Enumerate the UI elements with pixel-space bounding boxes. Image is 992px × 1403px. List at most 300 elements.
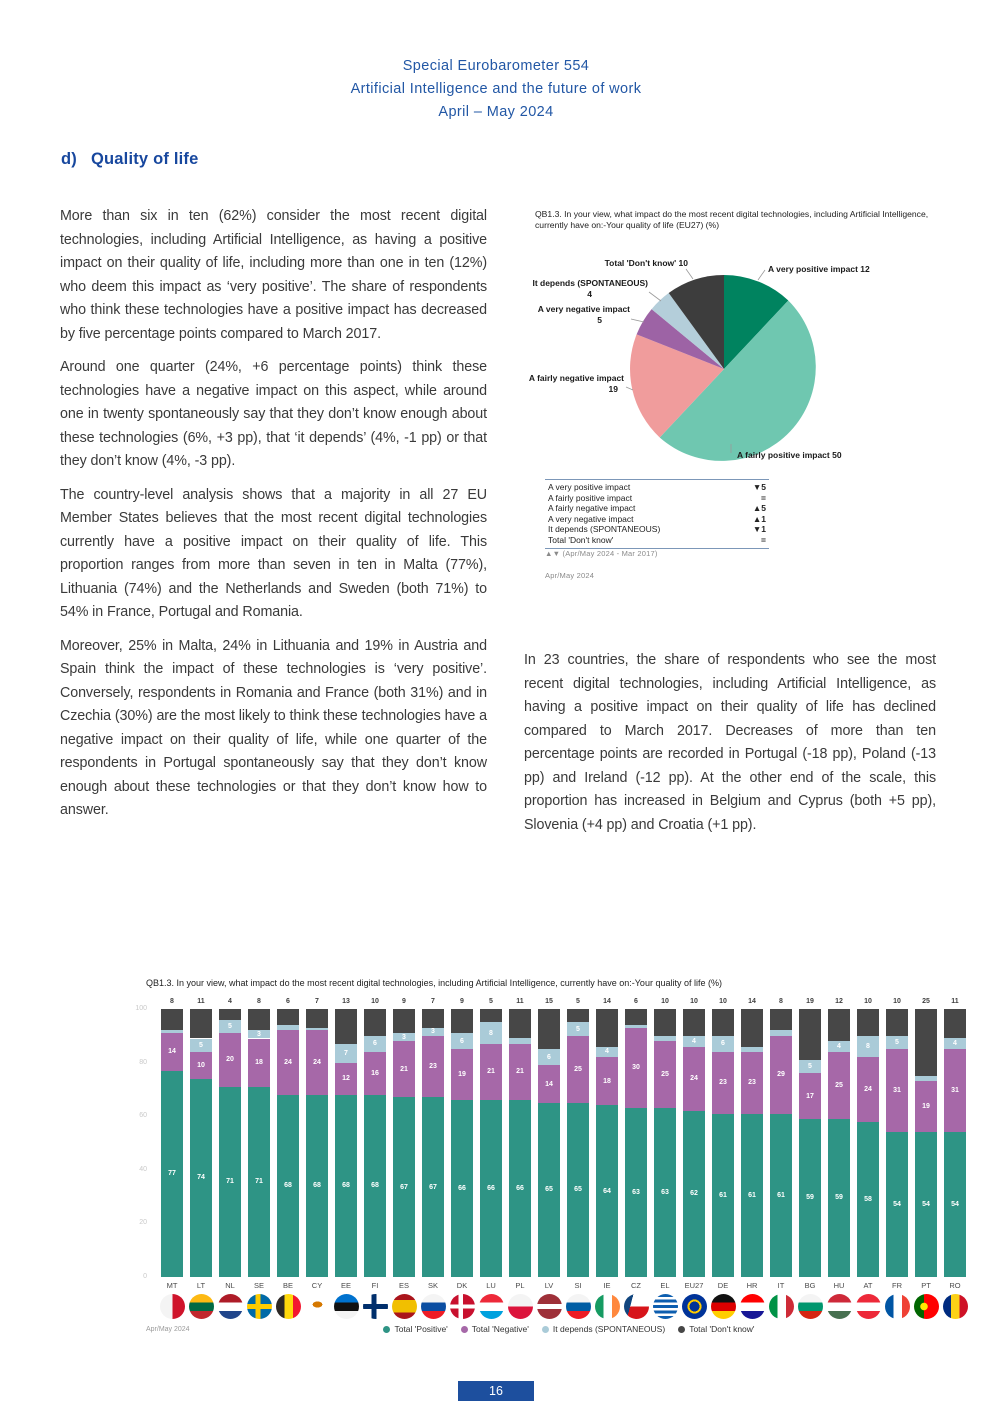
segment-value-label: 21 [400, 1065, 408, 1073]
dontknow-value-label: 4 [228, 998, 232, 1005]
bar-segment [219, 1033, 241, 1087]
segment-value-label: 14 [168, 1048, 176, 1056]
y-axis-tick: 0 [143, 1273, 147, 1280]
right-text-column [524, 649, 936, 847]
bar-de [712, 998, 734, 1290]
bar-it [770, 998, 792, 1290]
flag-hu-icon [827, 1294, 852, 1319]
dontknow-value-label: 10 [893, 998, 901, 1005]
flag-pl-icon [508, 1294, 533, 1319]
bar-dk [451, 998, 473, 1290]
flag-hr-icon [740, 1294, 765, 1319]
bar-segment [190, 1052, 212, 1079]
segment-value-label: 67 [400, 1183, 408, 1191]
country-code-label: LU [486, 1281, 496, 1290]
flag-de-icon [711, 1294, 736, 1319]
country-code-label: HU [833, 1281, 845, 1290]
segment-value-label: 4 [837, 1043, 841, 1051]
country-code-label: EL [660, 1281, 670, 1290]
segment-value-label: 4 [692, 1037, 696, 1045]
legend-item-negative: Total 'Negative' [461, 1324, 529, 1334]
pie-label-very-positive: A very positive impact 12 [768, 264, 870, 274]
y-axis-tick: 100 [135, 1005, 147, 1012]
segment-value-label: 3 [402, 1033, 406, 1041]
segment-value-label: 4 [953, 1040, 957, 1048]
dontknow-value-label: 8 [170, 998, 174, 1005]
bar-segment [422, 1028, 444, 1036]
flag-si-icon [566, 1294, 591, 1319]
bar-segment [915, 1081, 937, 1132]
bar-segment [741, 1009, 763, 1047]
bar-segment [596, 1047, 618, 1058]
bar-segment [886, 1036, 908, 1049]
segment-value-label: 19 [922, 1103, 930, 1111]
paragraph: Around one quarter (24%, +6 percentage points) think these technologies have a negative impact on this aspect, while around one in twenty spontaneously say that they don’t know enough about these technologies (6%, +3 pp), that ‘it depends’ (4%, -1 pp) or that they don’t know (4%, -3 pp). [60, 359, 487, 469]
country-code-label: MT [166, 1281, 178, 1290]
bar-segment [364, 1009, 386, 1036]
bar-segment [712, 1052, 734, 1114]
segment-value-label: 68 [371, 1182, 379, 1190]
paragraph: Moreover, 25% in Malta, 24% in Lithuania and 19% in Austria and Spain think the impact of these technologies is ‘very positive’. Conversely, respondents in Romania and France (both 31%) and in Czechia (30%) are the most likely to think these technologies have a negative impact on their quality of life, while one quarter of the respondents in Portugal spontaneously say that they don’t know enough about these technologies or that they don’t know how to answer. [60, 637, 487, 818]
bar-hr [741, 998, 763, 1290]
bar-segment [799, 1009, 821, 1060]
flag-es-icon [392, 1294, 417, 1319]
pie-label-it-depends: It depends (SPONTANEOUS) 4 [532, 278, 648, 299]
segment-value-label: 29 [777, 1071, 785, 1079]
bar-segment [277, 1009, 299, 1025]
bar-segment [190, 1079, 212, 1277]
segment-value-label: 62 [690, 1190, 698, 1198]
dontknow-value-label: 14 [748, 998, 756, 1005]
bar-segment [393, 1041, 415, 1097]
bar-segment [654, 1108, 676, 1277]
bar-segment [161, 1009, 183, 1030]
dontknow-value-label: 10 [690, 998, 698, 1005]
segment-value-label: 54 [922, 1201, 930, 1209]
legend-item-dontknow: Total 'Don't know' [678, 1324, 754, 1334]
bar-segment [335, 1095, 357, 1277]
bar-segment [219, 1020, 241, 1033]
bar-segment [741, 1052, 763, 1114]
bar-lt [190, 998, 212, 1290]
bar-segment [799, 1119, 821, 1277]
pie-chart-title: QB1.3. In your view, what impact do the most recent digital technologies, including Artificial Intelligence, currently have on:-Your quality of life (EU27) (%) [535, 209, 929, 230]
dontknow-value-label: 14 [603, 998, 611, 1005]
bar-segment [625, 1108, 647, 1277]
segment-value-label: 6 [547, 1053, 551, 1061]
bar-at [857, 998, 879, 1290]
bar-segment [161, 1030, 183, 1033]
bar-nl [219, 998, 241, 1290]
segment-value-label: 65 [574, 1186, 582, 1194]
bar-segment [712, 1114, 734, 1277]
segment-value-label: 71 [255, 1178, 263, 1186]
bar-segment [451, 1049, 473, 1100]
bar-segment [538, 1065, 560, 1103]
page-number: 16 [489, 1384, 503, 1398]
bar-segment [364, 1036, 386, 1052]
dontknow-value-label: 7 [431, 998, 435, 1005]
bar-wave-label: Apr/May 2024 [146, 1326, 190, 1333]
pie-label-fairly-positive: A fairly positive impact 50 [737, 450, 842, 460]
bar-segment [683, 1009, 705, 1036]
flag-lt-icon [189, 1294, 214, 1319]
segment-value-label: 5 [895, 1039, 899, 1046]
flag-sk-icon [421, 1294, 446, 1319]
dontknow-value-label: 10 [661, 998, 669, 1005]
bar-segment [915, 1076, 937, 1081]
segment-value-label: 58 [864, 1195, 872, 1203]
bar-cz [625, 998, 647, 1290]
country-code-label: FI [371, 1281, 379, 1290]
section-heading [61, 150, 199, 169]
country-code-label: HR [746, 1281, 758, 1290]
bar-segment [480, 1009, 502, 1022]
bar-segment [596, 1009, 618, 1047]
flag-ro-icon [943, 1294, 968, 1319]
segment-value-label: 14 [545, 1080, 553, 1088]
bar-cy [306, 998, 328, 1290]
bar-segment [306, 1028, 328, 1031]
bar-segment [393, 1033, 415, 1041]
bar-segment [828, 1041, 850, 1052]
segment-value-label: 61 [777, 1191, 785, 1199]
bar-fr [886, 998, 908, 1290]
segment-value-label: 6 [373, 1040, 377, 1048]
bar-segment [422, 1036, 444, 1098]
segment-value-label: 63 [632, 1189, 640, 1197]
country-code-label: SI [574, 1281, 582, 1290]
flag-cz-icon [624, 1294, 649, 1319]
segment-value-label: 61 [748, 1191, 756, 1199]
segment-value-label: 3 [257, 1030, 261, 1038]
segment-value-label: 18 [255, 1059, 263, 1067]
bar-el [654, 998, 676, 1290]
flag-ee-icon [334, 1294, 359, 1319]
bar-segment [770, 1036, 792, 1114]
bar-segment [451, 1033, 473, 1049]
bar-segment [915, 1132, 937, 1277]
bar-si [567, 998, 589, 1290]
country-code-label: PT [921, 1281, 931, 1290]
flag-pt-icon [914, 1294, 939, 1319]
segment-value-label: 30 [632, 1064, 640, 1072]
bar-segment [422, 1097, 444, 1277]
bar-segment [857, 1009, 879, 1036]
segment-value-label: 23 [719, 1079, 727, 1087]
segment-value-label: 5 [808, 1063, 812, 1071]
dontknow-value-label: 6 [634, 998, 638, 1005]
segment-value-label: 6 [721, 1040, 725, 1048]
bar-segment [480, 1022, 502, 1043]
country-code-label: NL [225, 1281, 235, 1290]
flag-nl-icon [218, 1294, 243, 1319]
left-text-column [60, 205, 487, 833]
bar-fi [364, 998, 386, 1290]
segment-value-label: 67 [429, 1183, 437, 1191]
segment-value-label: 6 [460, 1037, 464, 1045]
country-code-label: EE [340, 1281, 351, 1290]
dontknow-value-label: 8 [779, 998, 783, 1005]
segment-value-label: 74 [197, 1174, 205, 1182]
bar-segment [538, 1049, 560, 1065]
bar-segment [944, 1038, 966, 1049]
bar-segment [828, 1119, 850, 1277]
segment-value-label: 4 [605, 1048, 609, 1056]
country-code-label: IE [603, 1281, 611, 1290]
pie-leader-line [631, 319, 644, 322]
bar-segment [712, 1036, 734, 1052]
bar-segment [886, 1132, 908, 1277]
bar-chart-legend [146, 1324, 992, 1334]
section-label: d) [61, 150, 77, 168]
dontknow-value-label: 5 [489, 998, 493, 1005]
segment-value-label: 24 [864, 1085, 872, 1093]
bar-segment [451, 1009, 473, 1033]
country-code-label: DE [717, 1281, 729, 1290]
segment-value-label: 21 [516, 1068, 524, 1076]
flag-se-icon [247, 1294, 272, 1319]
pie-trend-table [545, 479, 769, 549]
segment-value-label: 59 [835, 1194, 843, 1202]
country-code-label: CY [311, 1281, 323, 1290]
bar-segment [335, 1009, 357, 1044]
y-axis-tick: 80 [139, 1058, 147, 1066]
country-code-label: LT [196, 1281, 206, 1290]
bar-segment [306, 1009, 328, 1028]
segment-value-label: 66 [516, 1185, 524, 1193]
segment-value-label: 18 [603, 1077, 611, 1085]
bar-segment [509, 1009, 531, 1038]
dontknow-value-label: 25 [922, 998, 930, 1005]
bar-segment [654, 1041, 676, 1108]
pie-leader-line [686, 269, 693, 279]
dontknow-value-label: 6 [286, 998, 290, 1005]
bar-segment [306, 1095, 328, 1277]
segment-value-label: 31 [951, 1087, 959, 1095]
dontknow-value-label: 15 [545, 998, 553, 1005]
y-axis-tick: 60 [139, 1112, 147, 1120]
trend-row: A very negative impact ▲1 [548, 513, 766, 524]
bar-be [277, 998, 299, 1290]
country-code-label: IT [777, 1281, 785, 1290]
segment-value-label: 64 [603, 1187, 611, 1195]
bar-segment [625, 1025, 647, 1028]
country-code-label: LV [544, 1281, 554, 1290]
bar-ie [596, 998, 618, 1290]
segment-value-label: 68 [284, 1182, 292, 1190]
legend-dot-depends-icon [542, 1326, 549, 1333]
segment-value-label: 21 [487, 1068, 495, 1076]
bar-segment [451, 1100, 473, 1277]
segment-value-label: 68 [342, 1182, 350, 1190]
bar-segment [886, 1009, 908, 1036]
bar-segment [741, 1047, 763, 1052]
pie-label-very-negative: A very negative impact 5 [537, 304, 630, 325]
legend-item-positive: Total 'Positive' [383, 1324, 447, 1334]
flag-lv-icon [537, 1294, 562, 1319]
segment-value-label: 5 [576, 1025, 580, 1033]
flag-fi-icon [363, 1294, 388, 1319]
dontknow-value-label: 12 [835, 998, 843, 1005]
bar-segment [480, 1044, 502, 1100]
bar-segment [799, 1060, 821, 1073]
country-code-label: ES [398, 1281, 409, 1290]
paragraph: More than six in ten (62%) consider the most recent digital technologies, including Artificial Intelligence, as having a positive impact on their quality of life, including more than one in ten (12%) who deem this impact as ‘very positive’. The share of respondents who think these technologies have a positive impact has decreased by five percentage points compared to March 2017. [60, 208, 487, 342]
flag-fr-icon [885, 1294, 910, 1319]
segment-value-label: 19 [458, 1071, 466, 1079]
bar-segment [799, 1073, 821, 1119]
bar-segment [741, 1114, 763, 1277]
trend-row: It depends (SPONTANEOUS) ▼1 [548, 524, 766, 535]
bar-segment [161, 1033, 183, 1071]
segment-value-label: 5 [199, 1041, 203, 1049]
bar-segment [509, 1038, 531, 1043]
flag-lu-icon [479, 1294, 504, 1319]
pie-leader-line [649, 292, 661, 301]
bar-eu27 [683, 998, 705, 1290]
bar-segment [509, 1100, 531, 1277]
dontknow-value-label: 7 [315, 998, 319, 1005]
bar-plot-area [150, 998, 988, 1290]
trend-row: Total 'Don't know' = [548, 534, 766, 545]
bar-ro [944, 998, 966, 1290]
flag-mt-icon [160, 1294, 185, 1319]
segment-value-label: 71 [226, 1178, 234, 1186]
bar-segment [596, 1057, 618, 1105]
bar-mt [161, 998, 183, 1290]
bar-segment [277, 1025, 299, 1030]
segment-value-label: 66 [487, 1185, 495, 1193]
bar-segment [596, 1105, 618, 1277]
bar-segment [683, 1047, 705, 1111]
segment-value-label: 20 [226, 1056, 234, 1064]
bar-segment [857, 1122, 879, 1277]
bar-segment [654, 1036, 676, 1041]
bar-segment [219, 1009, 241, 1020]
bar-segment [190, 1009, 212, 1038]
dontknow-value-label: 10 [371, 998, 379, 1005]
segment-value-label: 24 [313, 1059, 321, 1067]
bar-lv [538, 998, 560, 1290]
dontknow-value-label: 10 [864, 998, 872, 1005]
bar-sk [422, 998, 444, 1290]
segment-value-label: 24 [690, 1075, 698, 1083]
country-code-label: AT [863, 1281, 873, 1290]
flag-cy-icon [305, 1294, 330, 1319]
segment-value-label: 8 [489, 1029, 493, 1037]
flag-it-icon [769, 1294, 794, 1319]
bar-chart-title: QB1.3. In your view, what impact do the most recent digital technologies, including Artificial Intelligence, currently have on:-Your quality of life (%) [146, 978, 722, 988]
bar-segment [770, 1009, 792, 1030]
bar-segment [567, 1036, 589, 1103]
page-number-badge [458, 1381, 534, 1401]
bar-segment [712, 1009, 734, 1036]
segment-value-label: 16 [371, 1069, 379, 1077]
dontknow-value-label: 5 [576, 998, 580, 1005]
dontknow-value-label: 10 [719, 998, 727, 1005]
dontknow-value-label: 11 [197, 998, 205, 1005]
segment-value-label: 17 [806, 1092, 814, 1100]
bar-segment [654, 1009, 676, 1036]
country-code-label: CZ [631, 1281, 641, 1290]
bar-se [248, 998, 270, 1290]
bar-segment [364, 1095, 386, 1277]
bar-ee [335, 998, 357, 1290]
segment-value-label: 25 [574, 1065, 582, 1073]
bar-lu [480, 998, 502, 1290]
flag-bg-icon [798, 1294, 823, 1319]
bar-segment [335, 1063, 357, 1095]
bar-segment [857, 1057, 879, 1121]
paragraph: The country-level analysis shows that a majority in all 27 EU Member States believes that the most recent digital technologies currently have a positive impact on their quality of life. This proportion ranges from more than seven in ten in Malta (77%), Lithuania (74%) and the Netherlands and Sweden (both 71%) to 54% in France, Portugal and Romania. [60, 486, 487, 620]
segment-value-label: 59 [806, 1194, 814, 1202]
segment-value-label: 54 [951, 1201, 959, 1209]
country-code-label: PL [515, 1281, 525, 1290]
bar-segment [480, 1100, 502, 1277]
bar-segment [944, 1132, 966, 1277]
segment-value-label: 3 [431, 1028, 435, 1036]
y-axis-tick: 40 [139, 1165, 147, 1173]
bar-hu [828, 998, 850, 1290]
segment-value-label: 12 [342, 1075, 350, 1083]
bar-segment [538, 1103, 560, 1277]
segment-value-label: 54 [893, 1201, 901, 1209]
segment-value-label: 5 [228, 1022, 232, 1030]
segment-value-label: 66 [458, 1185, 466, 1193]
segment-value-label: 25 [661, 1071, 669, 1079]
bar-segment [161, 1071, 183, 1277]
bar-pl [509, 998, 531, 1290]
pie-label-fairly-negative: A fairly negative impact 19 [528, 373, 624, 394]
bar-segment [248, 1009, 270, 1030]
segment-value-label: 65 [545, 1186, 553, 1194]
bar-segment [944, 1009, 966, 1038]
bar-segment [625, 1009, 647, 1025]
bar-segment [364, 1052, 386, 1095]
country-code-label: DK [456, 1281, 468, 1290]
country-bar-chart [135, 978, 992, 1370]
bar-segment [567, 1009, 589, 1022]
bar-segment [683, 1036, 705, 1047]
dontknow-value-label: 9 [460, 998, 464, 1005]
bar-segment [393, 1009, 415, 1033]
country-code-label: BG [804, 1281, 816, 1290]
bar-segment [335, 1044, 357, 1063]
segment-value-label: 24 [284, 1059, 292, 1067]
trend-row: A very positive impact ▼5 [548, 482, 766, 492]
bar-segment [770, 1114, 792, 1277]
legend-dot-dontknow-icon [678, 1326, 685, 1333]
pie-leader-line [758, 270, 765, 280]
segment-value-label: 63 [661, 1189, 669, 1197]
bar-segment [683, 1111, 705, 1277]
bar-segment [248, 1039, 270, 1087]
bar-segment [219, 1087, 241, 1277]
segment-value-label: 77 [168, 1170, 176, 1178]
bar-segment [248, 1030, 270, 1038]
pie-label-dont-know: Total 'Don't know' 10 [604, 258, 688, 268]
segment-value-label: 31 [893, 1087, 901, 1095]
segment-value-label: 61 [719, 1191, 727, 1199]
bar-pt [915, 998, 937, 1290]
legend-item-depends: It depends (SPONTANEOUS) [542, 1324, 665, 1334]
segment-value-label: 8 [866, 1043, 870, 1051]
y-axis-tick: 20 [139, 1219, 147, 1227]
header-line-3: April – May 2024 [438, 104, 554, 120]
bar-segment [277, 1030, 299, 1094]
flag-el-icon [653, 1294, 678, 1319]
